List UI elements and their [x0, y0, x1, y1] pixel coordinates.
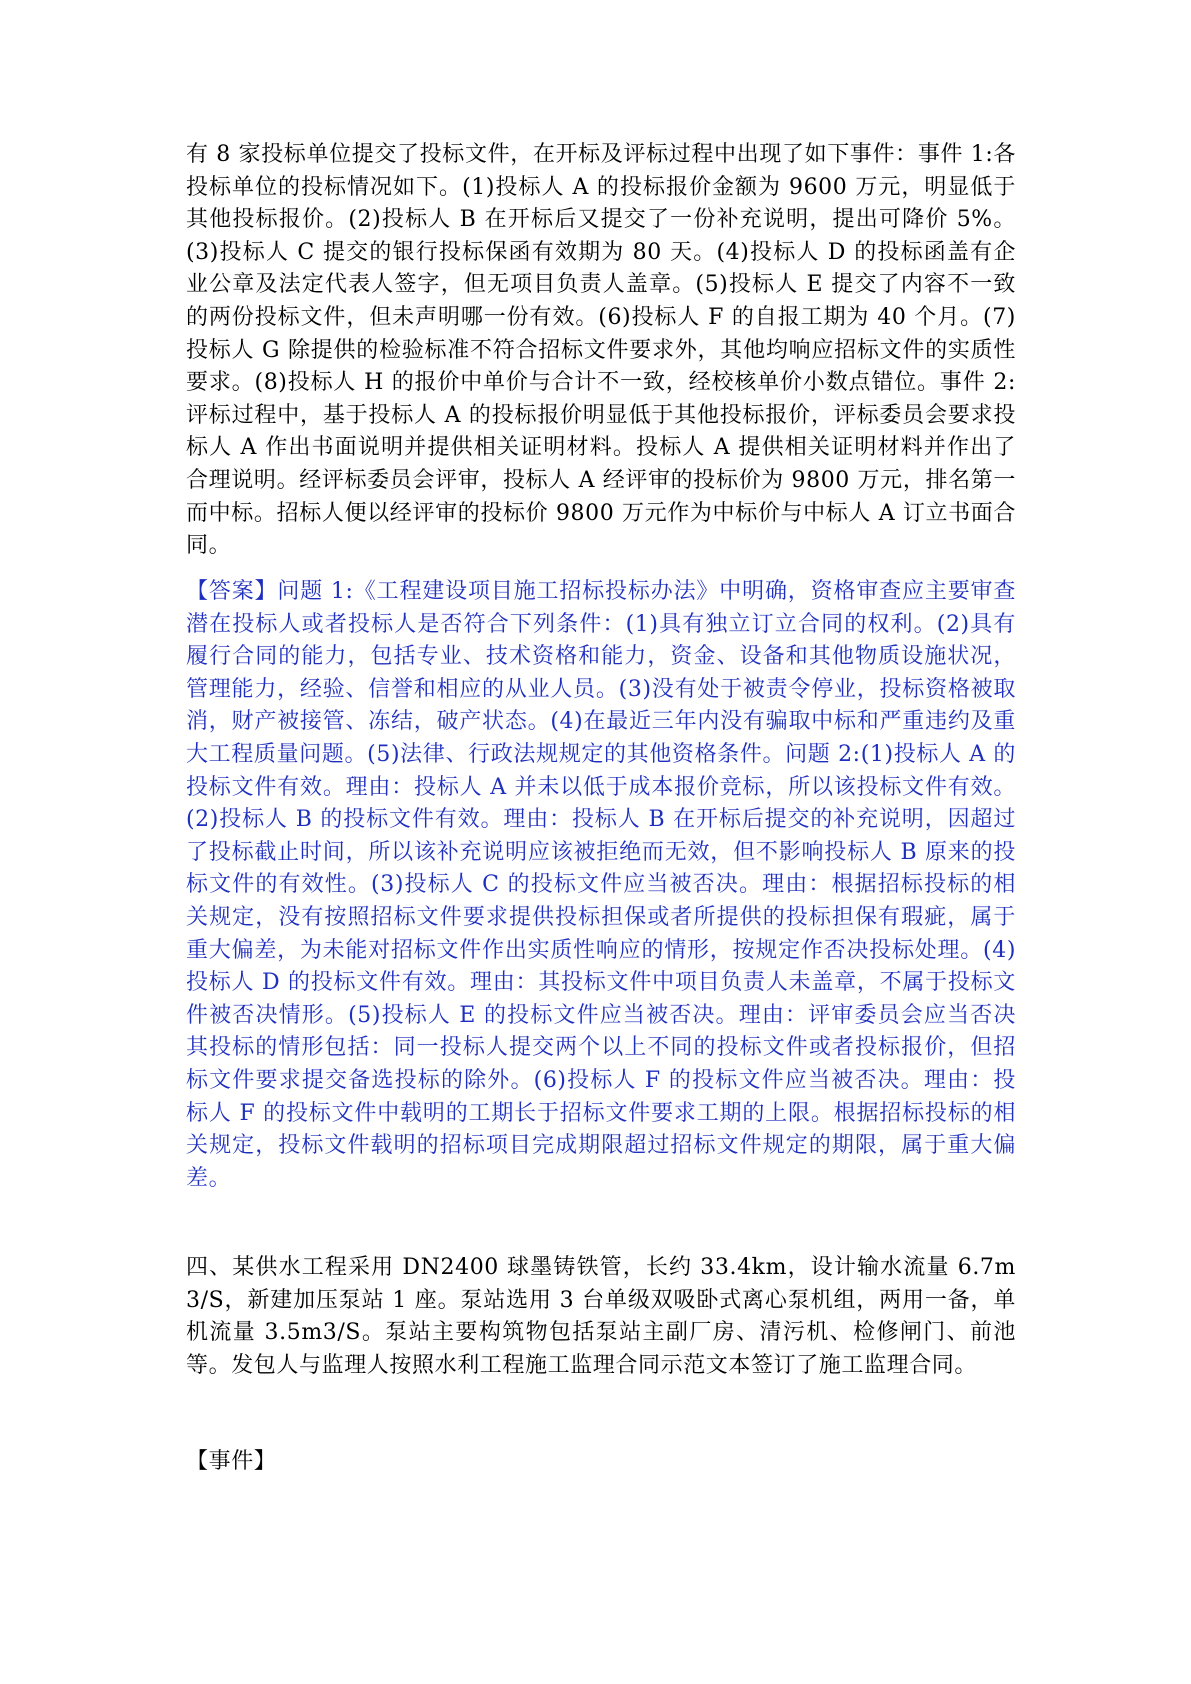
case-description-paragraph: 有 8 家投标单位提交了投标文件，在开标及评标过程中出现了如下事件：事件 1:各投标单位的投标情况如下。(1)投标人 A 的投标报价金额为 9600 万元，明显低于其他投标报价。(2)投标人 B 在开标后又提交了一份补充说明，提出可降价 5%。(3)投标人 C 提交的银行投标保函有效期为 80 天。(4)投标人 D 的投标函盖有企业公章及法定代表人签字，但无项目负责人盖章。(5)投标人 E 提交了内容不一致的两份投标文件，但未声明哪一份有效。(6)投标人 F 的自报工期为 40 个月。(7)投标人 G 除提供的检验标准不符合招标文件要求外，其他均响应招标文件的实质性要求。(8)投标人 H 的报价中单价与合计不一致，经校核单价小数点错位。事件 2:评标过程中，基于投标人 A 的投标报价明显低于其他投标报价，评标委员会要求投标人 A 作出书面说明并提供相关证明材料。投标人 A 提供相关证明材料并作出了合理说明。经评标委员会评审，投标人 A 经评审的投标价为 9800 万元，排名第一而中标。招标人便以经评审的投标价 9800 万元作为中标价与中标人 A 订立书面合同。 [186, 142, 1016, 559]
question-four-paragraph: 四、某供水工程采用 DN2400 球墨铸铁管，长约 33.4km，设计输水流量 6.7m3/S，新建加压泵站 1 座。泵站选用 3 台单级双吸卧式离心泵机组，两用一备，单机流量 3.5m3/S。泵站主要构筑物包括泵站主副厂房、清污机、检修闸门、前池等。发包人与监理人按照水利工程施工监理合同示范文本签订了施工监理合同。 [186, 1255, 1016, 1378]
events-heading: 【事件】 [186, 1449, 277, 1474]
answer-paragraph: 【答案】问题 1:《工程建设项目施工招标投标办法》中明确，资格审查应主要审查潜在投标人或者投标人是否符合下列条件：(1)具有独立订立合同的权利。(2)具有履行合同的能力，包括专业、技术资格和能力，资金、设备和其他物质设施状况，管理能力，经验、信誉和相应的从业人员。(3)没有处于被责令停业，投标资格被取消，财产被接管、冻结，破产状态。(4)在最近三年内没有骗取中标和严重违约及重大工程质量问题。(5)法律、行政法规规定的其他资格条件。问题 2:(1)投标人 A 的投标文件有效。理由：投标人 A 并未以低于成本报价竞标，所以该投标文件有效。(2)投标人 B 的投标文件有效。理由：投标人 B 在开标后提交的补充说明，因超过了投标截止时间，所以该补充说明应该被拒绝而无效，但不影响投标人 B 原来的投标文件的有效性。(3)投标人 C 的投标文件应当被否决。理由：根据招标投标的相关规定，没有按照招标文件要求提供投标担保或者所提供的投标担保有瑕疵，属于重大偏差，为未能对招标文件作出实质性响应的情形，按规定作否决投标处理。(4)投标人 D 的投标文件有效。理由：其投标文件中项目负责人未盖章，不属于投标文件被否决情形。(5)投标人 E 的投标文件应当被否决。理由：评审委员会应当否决其投标的情形包括：同一投标人提交两个以上不同的投标文件或者投标报价，但招标文件要求提交备选投标的除外。(6)投标人 F 的投标文件应当被否决。理由：投标人 F 的投标文件中载明的工期长于招标文件要求工期的上限。根据招标投标的相关规定，投标文件载明的招标项目完成期限超过招标文件规定的期限，属于重大偏差。 [186, 579, 1016, 1191]
